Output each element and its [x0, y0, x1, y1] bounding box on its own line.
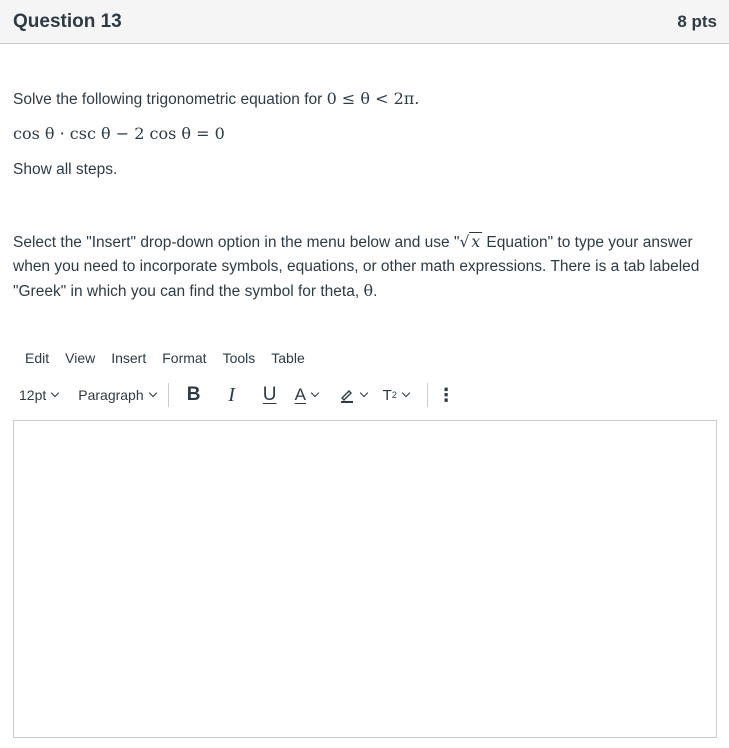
instructions-part1: Select the "Insert" drop-down option in the menu below and use " — [13, 234, 460, 251]
sqrt-icon: √ — [459, 233, 470, 251]
chevron-down-icon — [402, 389, 410, 397]
equation: cos θ · csc θ − 2 cos θ = 0 — [13, 124, 225, 143]
menu-view[interactable]: View — [65, 350, 96, 366]
menu-tools[interactable]: Tools — [222, 350, 256, 366]
bold-button[interactable]: B — [186, 384, 201, 405]
chevron-down-icon — [148, 389, 156, 397]
instructions-end: . — [373, 283, 378, 300]
block-format-value: Paragraph — [78, 387, 144, 403]
menu-insert[interactable]: Insert — [111, 350, 147, 366]
text-color-icon: A — [294, 385, 306, 404]
more-options-button[interactable]: ⋮ — [437, 384, 455, 405]
menu-edit[interactable]: Edit — [25, 350, 50, 366]
prompt-text: Solve the following trigonometric equation for — [13, 91, 323, 108]
toolbar-divider — [168, 383, 169, 407]
editor-toolbar — [13, 380, 513, 410]
font-size-value: 12pt — [19, 387, 47, 403]
sqrt-x: x — [471, 233, 481, 251]
highlighter-icon — [339, 387, 355, 403]
prompt-math: 0 ≤ θ < 2π. — [326, 89, 420, 108]
superscript-button[interactable] — [377, 380, 421, 410]
font-size-dropdown[interactable] — [13, 380, 64, 410]
steps-instruction: Show all steps. — [13, 161, 118, 178]
editor-menubar — [25, 347, 321, 369]
italic-button[interactable]: I — [228, 383, 235, 406]
chevron-down-icon — [311, 389, 319, 397]
superscript-letter: T — [382, 386, 392, 404]
menu-table[interactable]: Table — [271, 350, 305, 366]
menu-format[interactable]: Format — [162, 350, 207, 366]
toolbar-divider — [427, 383, 428, 407]
chevron-down-icon — [51, 389, 59, 397]
question-header — [0, 0, 729, 44]
insert-instructions — [13, 230, 719, 304]
text-color-button[interactable] — [289, 380, 333, 410]
underline-button[interactable]: U — [262, 384, 277, 405]
instructions-part2: Equation" to type your answer when you need to incorporate symbols, equations, or other math expressions. There is a tab labeled "Greek" in which you can find the symbol for theta, — [13, 234, 700, 300]
theta-symbol: θ — [363, 281, 374, 300]
chevron-down-icon — [359, 389, 367, 397]
highlight-color-button[interactable] — [333, 380, 377, 410]
block-format-dropdown[interactable] — [72, 380, 161, 410]
question-title: Question 13 — [13, 10, 122, 32]
question-points: 8 pts — [677, 11, 717, 31]
superscript-mark: 2 — [391, 390, 397, 400]
rich-text-editor-body[interactable] — [13, 420, 717, 738]
question-prompt — [13, 87, 419, 112]
